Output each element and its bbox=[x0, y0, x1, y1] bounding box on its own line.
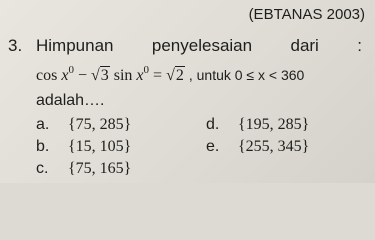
sqrt-3: √3 bbox=[90, 67, 109, 84]
option-label: d. bbox=[206, 116, 220, 133]
option-value: {195, 285} bbox=[238, 116, 310, 133]
radicand-3: 3 bbox=[100, 67, 109, 84]
minus-sign: − bbox=[77, 67, 87, 84]
question-word: dari bbox=[290, 36, 319, 55]
equals-sign: = bbox=[153, 67, 163, 84]
option-label: a. bbox=[36, 116, 50, 133]
variable-x: x bbox=[136, 67, 144, 84]
option-label: e. bbox=[206, 138, 220, 155]
degree-sup: 0 bbox=[143, 64, 150, 76]
degree-sup: 0 bbox=[68, 64, 74, 76]
option-value: {75, 165} bbox=[68, 160, 132, 177]
question-number: 3. bbox=[8, 36, 23, 55]
sin-function: sin bbox=[113, 67, 133, 84]
question-word: : bbox=[357, 36, 362, 55]
option-label: c. bbox=[36, 160, 49, 177]
equation bbox=[36, 64, 304, 85]
cos-function: cos bbox=[36, 67, 58, 84]
question-trailer: adalah…. bbox=[36, 92, 105, 109]
option-label: b. bbox=[36, 138, 50, 155]
question-word: Himpunan bbox=[36, 36, 114, 55]
option-d bbox=[206, 116, 309, 134]
sqrt-2: √2 bbox=[166, 67, 184, 84]
option-value: {255, 345} bbox=[238, 138, 310, 155]
option-c bbox=[36, 160, 131, 178]
variable-x: x bbox=[61, 67, 69, 84]
option-value: {15, 105} bbox=[68, 138, 132, 155]
source-label: (EBTANAS 2003) bbox=[248, 6, 365, 23]
option-a bbox=[36, 116, 131, 134]
option-e bbox=[206, 138, 309, 156]
question-word: penyelesaian bbox=[151, 36, 253, 55]
condition-text: , untuk 0 ≤ x < 360 bbox=[188, 67, 305, 83]
option-value: {75, 285} bbox=[68, 116, 132, 133]
question-line bbox=[36, 36, 362, 56]
option-b bbox=[36, 138, 131, 156]
radicand-2: 2 bbox=[175, 67, 184, 84]
